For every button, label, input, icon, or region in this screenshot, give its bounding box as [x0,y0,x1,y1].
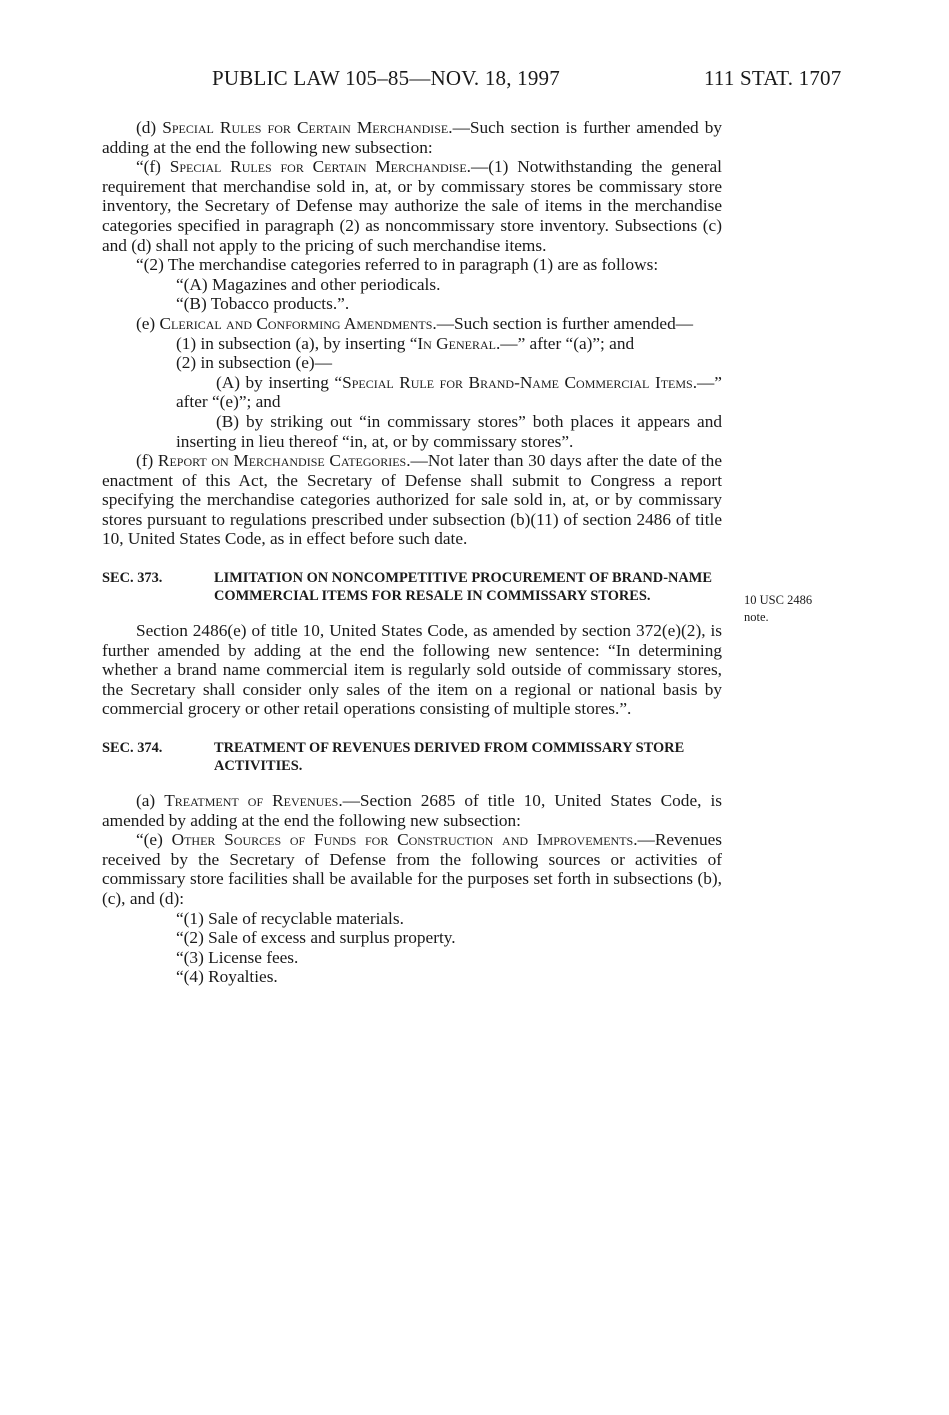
small-caps-heading: Special Rule for Brand-Name Commercial Items [342,372,693,392]
text-run: .—Such section is further amended by adding at the end the following new subsection: [102,118,722,157]
paragraph-e-2-b: (B) by striking out “in commissary stores” both places it appears and inserting in lieu thereof “in, at, or by commissary stores”. [176,411,722,451]
document-body [102,118,722,987]
section-number: SEC. 373. [102,570,163,587]
paragraph-374-a [102,791,722,830]
paragraph-e [102,314,722,334]
small-caps-heading: Report on Merchandise Categories [157,451,407,471]
text-run: (a) [136,791,165,811]
section-title: LIMITATION ON NONCOMPETITIVE PROCUREMENT OF BRAND-NAME COMMERCIAL ITEMS FOR RESALE IN COMMISSARY STORES. [214,570,712,605]
text-run: “(f) [136,157,170,177]
paragraph-e-1 [102,334,722,354]
page-header [0,66,949,98]
text-run: (f) [136,451,158,471]
list-item: “(3) License fees. [176,947,299,967]
small-caps-heading: Other Sources of Funds for Construction and Improvements [171,830,634,850]
running-title: PUBLIC LAW 105–85—NOV. 18, 1997 [212,66,560,90]
small-caps-heading: Clerical and Conforming Amendments [159,313,433,333]
text-run: .—Revenues received by the Secretary of Defense from the following sources or activities of commissary store facilities shall be available for the purposes set forth in subsections (b), (c), and (d): [102,830,723,908]
section-title: TREATMENT OF REVENUES DERIVED FROM COMMISSARY STORE ACTIVITIES. [214,740,685,775]
paragraph-f-2: “(2) The merchandise categories referred to in paragraph (1) are as follows: [136,255,659,275]
paragraph-e-2-a [102,373,722,412]
text-run: .—Not later than 30 days after the date of the enactment of this Act, the Secretary of Defense shall submit to Congress a report specifying the merchandise categories authorized for sale sold in, at, or by commissary stores pursuant to regulations prescribed under subsection (b)(11) of section 2486 of title 10, United States Code, as in effect before such date. [102,451,722,549]
text-run: .—(1) Notwithstanding the general requirement that merchandise sold in, at, or by commissary stores be commissary store inventory, the Secretary of Defense may authorize the sale of items in the merchandise categories specified in paragraph (2) as noncommissary store inventory. Subsections (c) and (d) shall not apply to the pricing of such merchandise items. [102,157,722,255]
small-caps-heading: Special Rules for Certain Merchandise [169,157,467,177]
text-run: .—Section 2685 of title 10, United States Code, is amended by adding at the end the following new subsection: [102,791,722,830]
paragraph-f-report [102,451,722,549]
text-run: (1) in subsection (a), by inserting “ [176,333,418,353]
paragraph-d [102,118,722,157]
text-run: .—” after “(a)”; and [495,333,635,353]
margin-note-line-1: 10 USC 2486 [744,593,813,607]
text-run: .—” after “(e)”; and [176,372,722,412]
small-caps-heading: In General [417,333,496,353]
text-run: (A) by inserting “ [216,372,343,392]
statute-page-number: 111 STAT. 1707 [704,66,842,90]
text-run: (e) [136,313,160,333]
paragraph-374-e [102,830,722,908]
paragraph-f-special-rules [102,157,722,255]
text-run: (d) [136,118,163,137]
list-item: “(4) Royalties. [176,967,278,987]
list-item-b: “(B) Tobacco products.”. [176,294,350,314]
section-373-body: Section 2486(e) of title 10, United States Code, as amended by section 372(e)(2), is further amended by adding at the end the following new sentence: “In determining whether a brand name commercial item is regularly sold outside of commissary stores, the Secretary shall consider only sales of the item on a regional or national basis by commercial grocery or other retail operations consisting of multiple stores.”. [102,621,722,719]
small-caps-heading: Special Rules for Certain Merchandise [162,118,449,137]
list-item: “(1) Sale of recyclable materials. [176,908,404,928]
section-373-heading [102,569,722,605]
section-374-heading [102,739,722,775]
small-caps-heading: Treatment of Revenues [164,791,339,811]
text-run: .—Such section is further amended— [432,313,693,333]
paragraph-e-2: (2) in subsection (e)— [176,353,332,373]
margin-note-line-2: note. [744,610,769,624]
list-item: “(2) Sale of excess and surplus property. [176,928,456,948]
text-run: “(e) [136,830,172,850]
list-item-a: “(A) Magazines and other periodicals. [176,274,441,294]
margin-citation-note [744,592,844,626]
section-number: SEC. 374. [102,740,163,757]
